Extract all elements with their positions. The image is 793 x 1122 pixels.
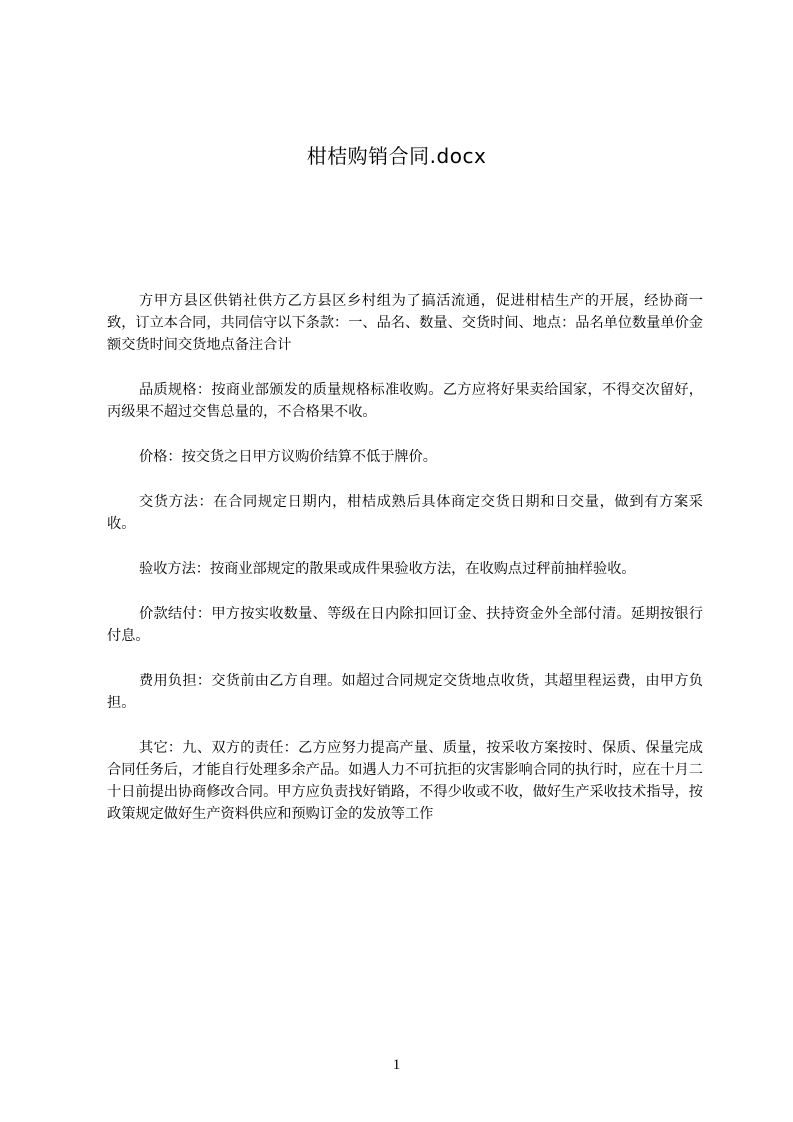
paragraph-intro: 方甲方县区供销社供方乙方县区乡村组为了搞活流通，促进柑桔生产的开展，经协商一致，订立本合同，共同信守以下条款：一、品名、数量、交货时间、地点：品名单位数量单价金额交货时间交货地点备注合计 [107,293,703,353]
paragraph-price: 价格：按交货之日甲方议购价结算不低于牌价。 [139,449,437,465]
paragraph-expenses: 费用负担：交货前由乙方自理。如超过合同规定交货地点收货，其超里程运费，由甲方负担。 [107,673,703,711]
paragraph-quality-spec: 品质规格：按商业部颁发的质量规格标准收购。乙方应将好果卖给国家，不得交次留好，丙级果不超过交售总量的，不合格果不收。 [107,382,703,420]
paragraph-inspection-method: 验收方法：按商业部规定的散果或成件果验收方法，在收购点过秤前抽样验收。 [139,561,636,577]
paragraph-payment: 价款结付：甲方按实收数量、等级在日内除扣回订金、扶持资金外全部付清。延期按银行付息。 [107,606,703,644]
paragraph-delivery-method: 交货方法：在合同规定日期内，柑桔成熟后具体商定交货日期和日交量，做到有方案采收。 [107,494,703,532]
paragraph-other-responsibilities: 其它：九、双方的责任：乙方应努力提高产量、质量，按采收方案按时、保质、保量完成合同任务后，才能自行处理多余产品。如遇人力不可抗拒的灾害影响合同的执行时，应在十月二十日前提出协商修改合同。甲方应负责找好销路，不得少收或不收，做好生产采收技术指导，按政策规定做好生产资料供应和预购订金的发放等工作 [107,740,703,822]
document-title: 柑桔购销合同.docx [306,144,487,168]
page-number: 1 [392,1057,401,1073]
document-body [107,290,703,848]
